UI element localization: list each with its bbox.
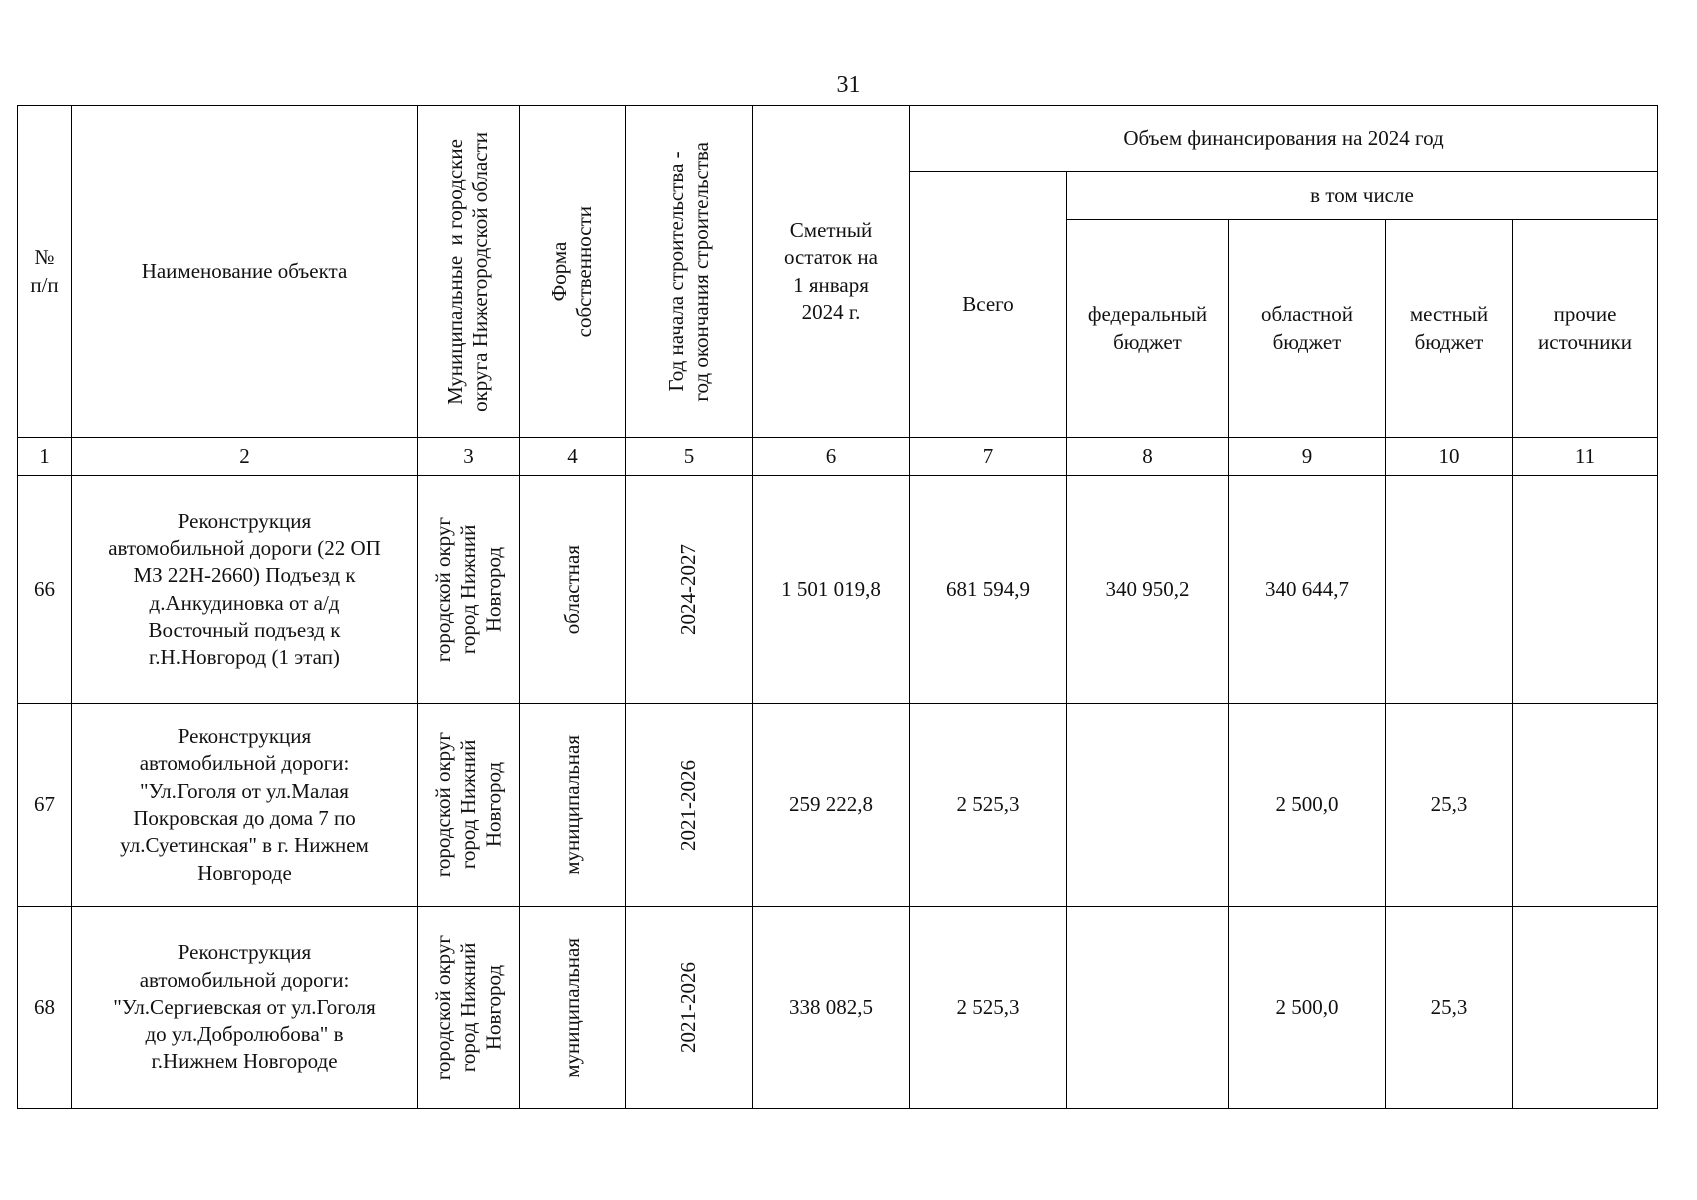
row-ownership — [520, 907, 626, 1109]
row-regional: 340 644,7 — [1229, 476, 1386, 704]
row-municipality-text: городской округ город Нижний Новгород — [430, 516, 506, 663]
header-federal-text: федеральный бюджет — [1087, 302, 1208, 354]
row-name — [72, 907, 418, 1109]
row-ownership — [520, 476, 626, 704]
row-years-text: 2024-2027 — [676, 544, 701, 635]
header-federal — [1067, 220, 1229, 438]
col-number: 3 — [418, 438, 520, 476]
header-estimate-text: Сметный остаток на 1 января 2024 г. — [784, 217, 878, 324]
row-municipality — [418, 704, 520, 907]
header-total — [910, 172, 1067, 438]
row-other — [1513, 907, 1658, 1109]
row-name-text: Реконструкция автомобильной дороги (22 ОП МЗ 22Н-2660) Подъезд к д.Анкудиновка от а/д Восточный подъезд к г.Н.Новгород (1 этап) — [108, 508, 381, 670]
header-years-text: Год начала строительства - год окончания строительства — [663, 141, 713, 402]
header-local — [1386, 220, 1513, 438]
row-years — [626, 704, 753, 907]
row-estimate: 1 501 019,8 — [753, 476, 910, 704]
col-number: 8 — [1067, 438, 1229, 476]
row-total: 681 594,9 — [910, 476, 1067, 704]
row-years-text: 2021-2026 — [676, 759, 701, 851]
row-ownership-text: областная — [559, 544, 584, 635]
header-other — [1513, 220, 1658, 438]
row-other — [1513, 476, 1658, 704]
header-including-text: в том числе — [1310, 182, 1414, 207]
row-estimate: 259 222,8 — [753, 704, 910, 907]
row-federal: 340 950,2 — [1067, 476, 1229, 704]
row-municipality — [418, 907, 520, 1109]
row-federal — [1067, 907, 1229, 1109]
col-number: 11 — [1513, 438, 1658, 476]
row-num: 68 — [18, 907, 72, 1109]
header-regional — [1229, 220, 1386, 438]
row-years — [626, 907, 753, 1109]
col-number: 4 — [520, 438, 626, 476]
row-regional: 2 500,0 — [1229, 907, 1386, 1109]
row-other — [1513, 704, 1658, 907]
col-number: 5 — [626, 438, 753, 476]
header-years — [626, 106, 753, 438]
row-ownership — [520, 704, 626, 907]
row-local: 25,3 — [1386, 704, 1513, 907]
row-estimate: 338 082,5 — [753, 907, 910, 1109]
row-ownership-text: муниципальная — [559, 937, 584, 1078]
header-estimate — [753, 106, 910, 438]
row-total: 2 525,3 — [910, 704, 1067, 907]
row-local: 25,3 — [1386, 907, 1513, 1109]
header-ownership — [520, 106, 626, 438]
table-row — [18, 476, 1658, 704]
header-name — [72, 106, 418, 438]
funding-table — [17, 105, 1658, 1109]
row-total: 2 525,3 — [910, 907, 1067, 1109]
row-name-text: Реконструкция автомобильной дороги: "Ул.Сергиевская от ул.Гоголя до ул.Добролюбова" в г.Нижнем Новгороде — [113, 940, 376, 1074]
row-years — [626, 476, 753, 704]
row-num: 66 — [18, 476, 72, 704]
row-name — [72, 476, 418, 704]
header-municipality-text: Муниципальные и городские округа Нижегородской области — [443, 131, 493, 412]
header-total-text: Всего — [962, 291, 1014, 316]
header-num-text: № п/п — [30, 245, 59, 297]
header-municipality — [418, 106, 520, 438]
header-row-1 — [18, 106, 1658, 172]
header-name-text: Наименование объекта — [141, 258, 348, 283]
header-funding-text: Объем финансирования на 2024 год — [1123, 125, 1444, 150]
header-ownership-text: Форма собственности — [547, 205, 597, 338]
row-ownership-text: муниципальная — [559, 735, 584, 875]
table-row — [18, 907, 1658, 1109]
col-number: 1 — [18, 438, 72, 476]
header-other-text: прочие источники — [1538, 302, 1632, 354]
header-regional-text: областной бюджет — [1261, 302, 1353, 354]
col-number: 10 — [1386, 438, 1513, 476]
row-federal — [1067, 704, 1229, 907]
row-years-text: 2021-2026 — [676, 962, 701, 1053]
header-local-text: местный бюджет — [1409, 302, 1489, 354]
row-name — [72, 704, 418, 907]
row-local — [1386, 476, 1513, 704]
row-num: 67 — [18, 704, 72, 907]
column-number-row — [18, 438, 1658, 476]
header-funding — [910, 106, 1658, 172]
page-number: 31 — [836, 72, 861, 98]
row-municipality-text: городской округ город Нижний Новгород — [430, 732, 506, 878]
col-number: 6 — [753, 438, 910, 476]
header-including — [1067, 172, 1658, 220]
row-regional: 2 500,0 — [1229, 704, 1386, 907]
row-municipality-text: городской округ город Нижний Новгород — [430, 934, 506, 1081]
row-municipality — [418, 476, 520, 704]
col-number: 2 — [72, 438, 418, 476]
table-row — [18, 704, 1658, 907]
col-number: 7 — [910, 438, 1067, 476]
header-num — [18, 106, 72, 438]
row-name-text: Реконструкция автомобильной дороги: "Ул.Гоголя от ул.Малая Покровская до дома 7 по ул.Суетинская" в г. Нижнем Новгороде — [120, 724, 369, 885]
col-number: 9 — [1229, 438, 1386, 476]
